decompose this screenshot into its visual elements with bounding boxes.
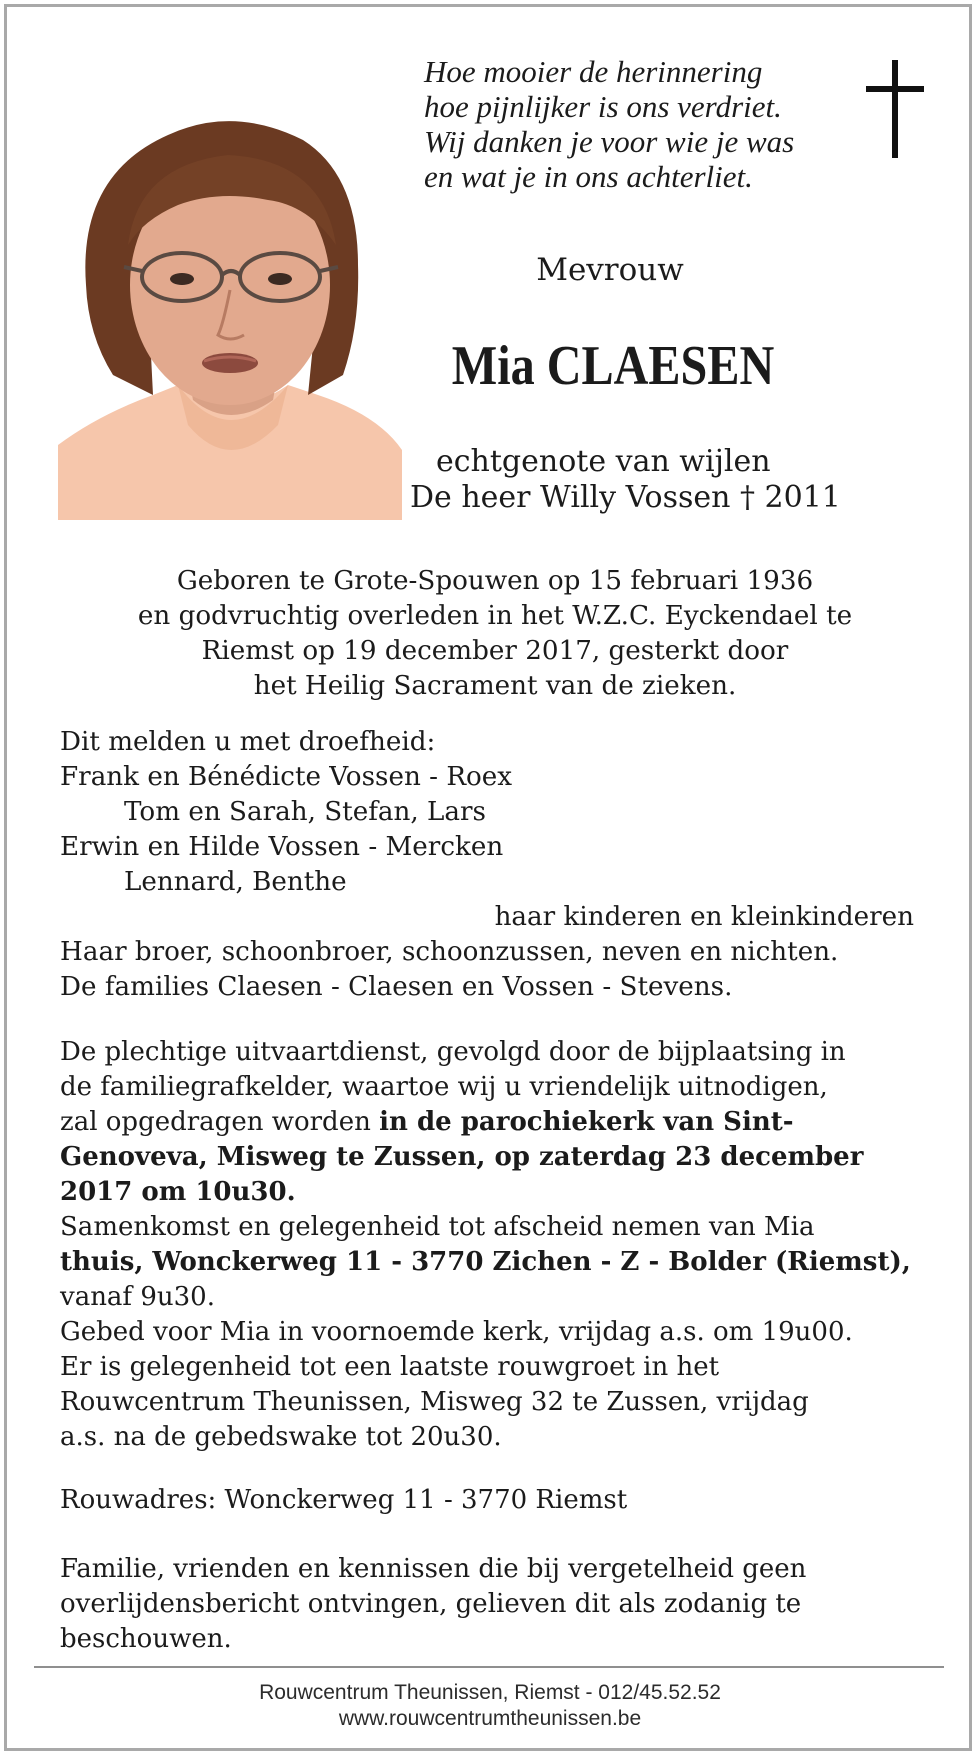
family-line: Erwin en Hilde Vossen - Mercken — [60, 832, 504, 862]
spouse-info — [410, 444, 841, 516]
mourning-address — [60, 1483, 930, 1518]
ceremony-datetime: 2017 om 10u30. — [60, 1177, 296, 1207]
spouse-line: echtgenote van wijlen — [436, 444, 771, 479]
memorial-poem — [424, 54, 824, 194]
family-line: Frank en Bénédicte Vossen - Roex — [60, 762, 513, 792]
ceremony-text: zal opgedragen worden — [60, 1107, 380, 1137]
birth-line: Riemst op 19 december 2017, gesterkt door — [201, 636, 789, 666]
mourners-intro: Dit melden u met droefheid: — [60, 727, 436, 757]
ceremony-line — [60, 1245, 930, 1280]
families-line: De families Claesen - Claesen en Vossen - Stevens. — [60, 972, 733, 1002]
poem-line: Wij danken je voor wie je was — [424, 124, 795, 159]
ceremony-line — [60, 1105, 930, 1140]
deceased-name: Mia CLAESEN — [451, 335, 775, 397]
ceremony-line: Er is gelegenheid tot een laatste rouwgroet in het — [60, 1352, 720, 1382]
ceremony-line: de familiegrafkelder, waartoe wij u vriendelijk uitnodigen, — [60, 1072, 828, 1102]
poem-line: en wat je in ons achterliet. — [424, 159, 753, 194]
birth-line: en godvruchtig overleden in het W.Z.C. Eyckendael te — [137, 601, 853, 631]
ceremony-details — [60, 1035, 930, 1455]
birth-line: Geboren te Grote-Spouwen op 15 februari 1936 — [176, 566, 814, 596]
mourners-list — [60, 725, 930, 1005]
relatives-line: Haar broer, schoonbroer, schoonzussen, neven en nichten. — [60, 937, 839, 967]
ceremony-line — [60, 1140, 930, 1175]
spouse-line: De heer Willy Vossen † 2011 — [410, 480, 841, 515]
notice-line: Familie, vrienden en kennissen die bij vergetelheid geen — [60, 1554, 807, 1584]
grandchildren-line: Lennard, Benthe — [124, 867, 347, 897]
address-line: Rouwadres: Wonckerweg 11 - 3770 Riemst — [60, 1485, 628, 1515]
birth-line: het Heilig Sacrament van de zieken. — [253, 671, 737, 701]
church-location: in de parochiekerk van Sint- — [379, 1107, 794, 1137]
poem-line: hoe pijnlijker is ons verdriet. — [424, 89, 782, 124]
funeral-home-contact: Rouwcentrum Theunissen, Riemst - 012/45.52.52 — [259, 1681, 721, 1704]
ceremony-line — [60, 1175, 930, 1210]
notice-line: overlijdensbericht ontvingen, gelieven dit als zodanig te — [60, 1589, 802, 1619]
footer-divider — [34, 1666, 944, 1668]
funeral-home-website: www.rouwcentrumtheunissen.be — [338, 1707, 642, 1730]
notice-text — [60, 1552, 930, 1657]
portrait-photo — [58, 95, 402, 520]
relationship-role: haar kinderen en kleinkinderen — [494, 902, 914, 932]
grandchildren-line: Tom en Sarah, Stefan, Lars — [124, 797, 486, 827]
birth-death-info — [60, 564, 930, 704]
ceremony-line: De plechtige uitvaartdienst, gevolgd door de bijplaatsing in — [60, 1037, 846, 1067]
poem-line: Hoe mooier de herinnering — [424, 54, 763, 89]
salutation: Mevrouw — [536, 252, 684, 288]
home-address: thuis, Wonckerweg 11 - 3770 Zichen - Z - Bolder (Riemst), — [60, 1247, 911, 1277]
latin-cross-icon — [866, 60, 924, 160]
ceremony-line: a.s. na de gebedswake tot 20u30. — [60, 1422, 502, 1452]
ceremony-line: vanaf 9u30. — [60, 1282, 215, 1312]
notice-line: beschouwen. — [60, 1624, 232, 1654]
ceremony-line: Rouwcentrum Theunissen, Misweg 32 te Zussen, vrijdag — [60, 1387, 809, 1417]
church-location: Genoveva, Misweg te Zussen, op zaterdag 23 december — [60, 1142, 864, 1172]
ceremony-line: Samenkomst en gelegenheid tot afscheid nemen van Mia — [60, 1212, 815, 1242]
ceremony-line: Gebed voor Mia in voornoemde kerk, vrijdag a.s. om 19u00. — [60, 1317, 853, 1347]
